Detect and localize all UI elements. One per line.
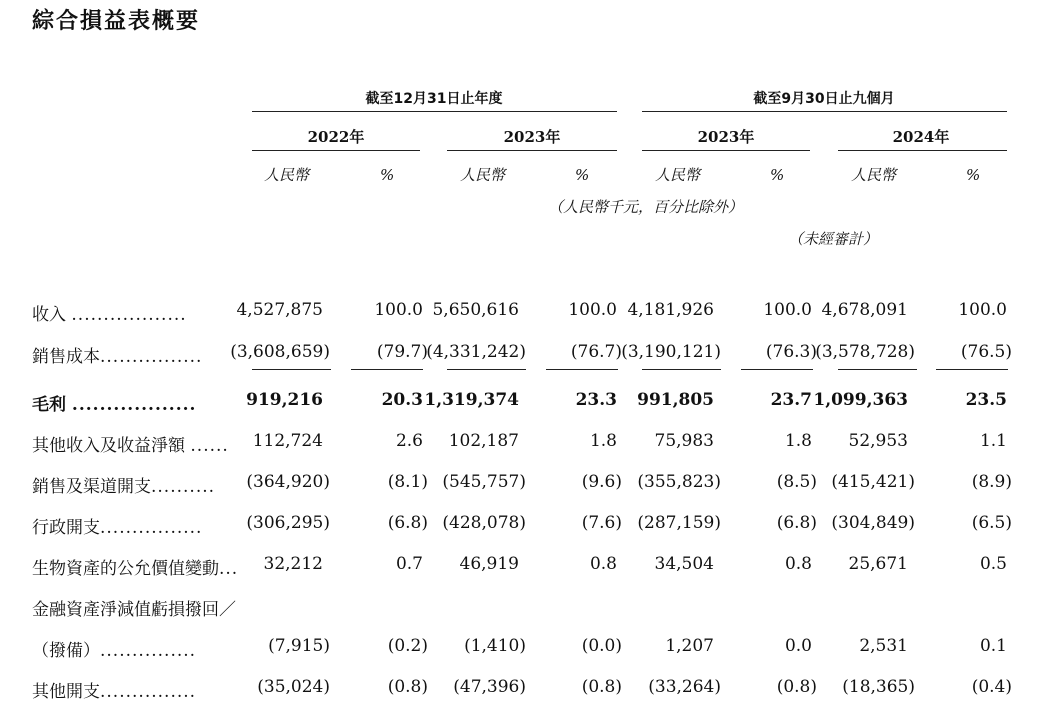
- table-cell: (0.8): [581, 677, 622, 697]
- period-rule-nine-months: [642, 111, 1007, 112]
- row-label-impairment-line1: 金融資產淨減值虧損撥回／: [32, 600, 236, 620]
- table-cell: (3,608,659): [230, 342, 330, 362]
- table-cell: (7.6): [581, 513, 622, 533]
- table-cell: (4,331,242): [426, 342, 526, 362]
- table-cell: (415,421): [831, 472, 915, 492]
- table-cell: 102,187: [448, 431, 519, 451]
- table-cell: 100.0: [568, 300, 617, 320]
- table-cell: 100.0: [374, 300, 423, 320]
- unit-header-rmb: 人民幣: [264, 166, 310, 184]
- table-cell: (76.3): [765, 342, 817, 362]
- table-cell: 1.8: [784, 431, 812, 451]
- year-header: 2022年: [307, 128, 365, 146]
- subtotal-rule: [252, 369, 331, 370]
- table-cell: 4,678,091: [821, 300, 908, 320]
- unit-header-percent: %: [575, 166, 590, 184]
- table-cell: (428,078): [442, 513, 526, 533]
- table-cell: (6.8): [776, 513, 817, 533]
- table-cell: (355,823): [637, 472, 721, 492]
- table-cell: (3,190,121): [621, 342, 721, 362]
- row-label-biological-assets: 生物資產的公允價值變動...: [32, 559, 239, 579]
- table-cell: (6.5): [971, 513, 1012, 533]
- table-cell: (9.6): [581, 472, 622, 492]
- table-cell: 52,953: [848, 431, 908, 451]
- table-cell: (545,757): [442, 472, 526, 492]
- table-cell: (0.2): [387, 636, 428, 656]
- year-header: 2023年: [697, 128, 755, 146]
- unit-header-rmb: 人民幣: [851, 166, 897, 184]
- table-cell: (6.8): [387, 513, 428, 533]
- subtotal-rule: [351, 369, 423, 370]
- year-rule: [838, 150, 1007, 151]
- table-cell: 1.1: [979, 431, 1007, 451]
- table-cell: 32,212: [263, 554, 323, 574]
- table-cell: (76.5): [960, 342, 1012, 362]
- table-cell: 1,319,374: [424, 390, 519, 410]
- page-title: 綜合損益表概要: [32, 9, 201, 34]
- unit-header-percent: %: [770, 166, 785, 184]
- table-cell: 919,216: [246, 390, 323, 410]
- unit-header-rmb: 人民幣: [460, 166, 506, 184]
- table-cell: (0.8): [387, 677, 428, 697]
- table-cell: (18,365): [842, 677, 915, 697]
- table-cell: (364,920): [246, 472, 330, 492]
- table-cell: 112,724: [252, 431, 323, 451]
- row-label-other-income: 其他收入及收益淨額 ......: [32, 436, 229, 456]
- table-cell: 991,805: [637, 390, 714, 410]
- period-header-annual: 截至12月31日止年度: [365, 91, 503, 107]
- table-cell: 2.6: [395, 431, 423, 451]
- table-cell: 75,983: [654, 431, 714, 451]
- table-cell: (0.0): [581, 636, 622, 656]
- table-cell: (35,024): [257, 677, 330, 697]
- unit-header-rmb: 人民幣: [655, 166, 701, 184]
- table-cell: 1,099,363: [813, 390, 908, 410]
- table-cell: 25,671: [848, 554, 908, 574]
- year-header: 2023年: [503, 128, 561, 146]
- table-cell: (0.4): [971, 677, 1012, 697]
- year-rule: [447, 150, 617, 151]
- table-cell: 5,650,616: [432, 300, 519, 320]
- subtotal-rule: [741, 369, 813, 370]
- table-cell: 23.3: [575, 390, 617, 410]
- table-cell: (7,915): [268, 636, 330, 656]
- table-cell: (8.1): [387, 472, 428, 492]
- row-label-revenue: 收入 ..................: [32, 305, 187, 325]
- table-cell: 23.5: [965, 390, 1007, 410]
- table-cell: 2,531: [859, 636, 908, 656]
- row-label-admin-expenses: 行政開支................: [32, 518, 203, 538]
- table-cell: 0.0: [784, 636, 812, 656]
- table-cell: 0.8: [589, 554, 617, 574]
- year-rule: [642, 150, 810, 151]
- table-cell: 34,504: [654, 554, 714, 574]
- table-cell: (8.5): [776, 472, 817, 492]
- period-rule-annual: [252, 111, 617, 112]
- table-cell: 0.1: [979, 636, 1007, 656]
- table-cell: (3,578,728): [815, 342, 915, 362]
- table-cell: 46,919: [459, 554, 519, 574]
- table-cell: (33,264): [648, 677, 721, 697]
- subtotal-rule: [546, 369, 618, 370]
- table-cell: 100.0: [958, 300, 1007, 320]
- unit-header-percent: %: [380, 166, 395, 184]
- table-cell: (76.7): [570, 342, 622, 362]
- table-cell: 100.0: [763, 300, 812, 320]
- table-cell: 1,207: [665, 636, 714, 656]
- unit-note: （人民幣千元，百分比除外）: [548, 198, 744, 216]
- unaudited-note: （未經審計）: [788, 230, 879, 248]
- table-cell: 0.7: [395, 554, 423, 574]
- table-cell: (8.9): [971, 472, 1012, 492]
- period-header-nine-months: 截至9月30日止九個月: [753, 91, 895, 107]
- table-cell: (0.8): [776, 677, 817, 697]
- table-cell: 0.8: [784, 554, 812, 574]
- table-cell: 1.8: [589, 431, 617, 451]
- year-header: 2024年: [892, 128, 950, 146]
- table-cell: 4,527,875: [236, 300, 323, 320]
- subtotal-rule: [936, 369, 1008, 370]
- year-rule: [252, 150, 420, 151]
- table-cell: 4,181,926: [627, 300, 714, 320]
- row-label-other-expenses: 其他開支...............: [32, 682, 197, 702]
- row-label-selling-expenses: 銷售及渠道開支..........: [32, 477, 216, 497]
- table-cell: 0.5: [979, 554, 1007, 574]
- table-cell: (1,410): [464, 636, 526, 656]
- subtotal-rule: [838, 369, 917, 370]
- table-cell: (47,396): [453, 677, 526, 697]
- table-cell: 20.3: [381, 390, 423, 410]
- subtotal-rule: [447, 369, 526, 370]
- row-label-gross-profit: 毛利 ..................: [32, 395, 197, 415]
- row-label-impairment-line2: （撥備）...............: [32, 641, 197, 661]
- table-cell: (79.7): [376, 342, 428, 362]
- table-cell: (306,295): [246, 513, 330, 533]
- table-cell: (287,159): [637, 513, 721, 533]
- subtotal-rule: [642, 369, 721, 370]
- row-label-cost-of-sales: 銷售成本................: [32, 347, 203, 367]
- unit-header-percent: %: [966, 166, 981, 184]
- table-cell: (304,849): [831, 513, 915, 533]
- table-cell: 23.7: [770, 390, 812, 410]
